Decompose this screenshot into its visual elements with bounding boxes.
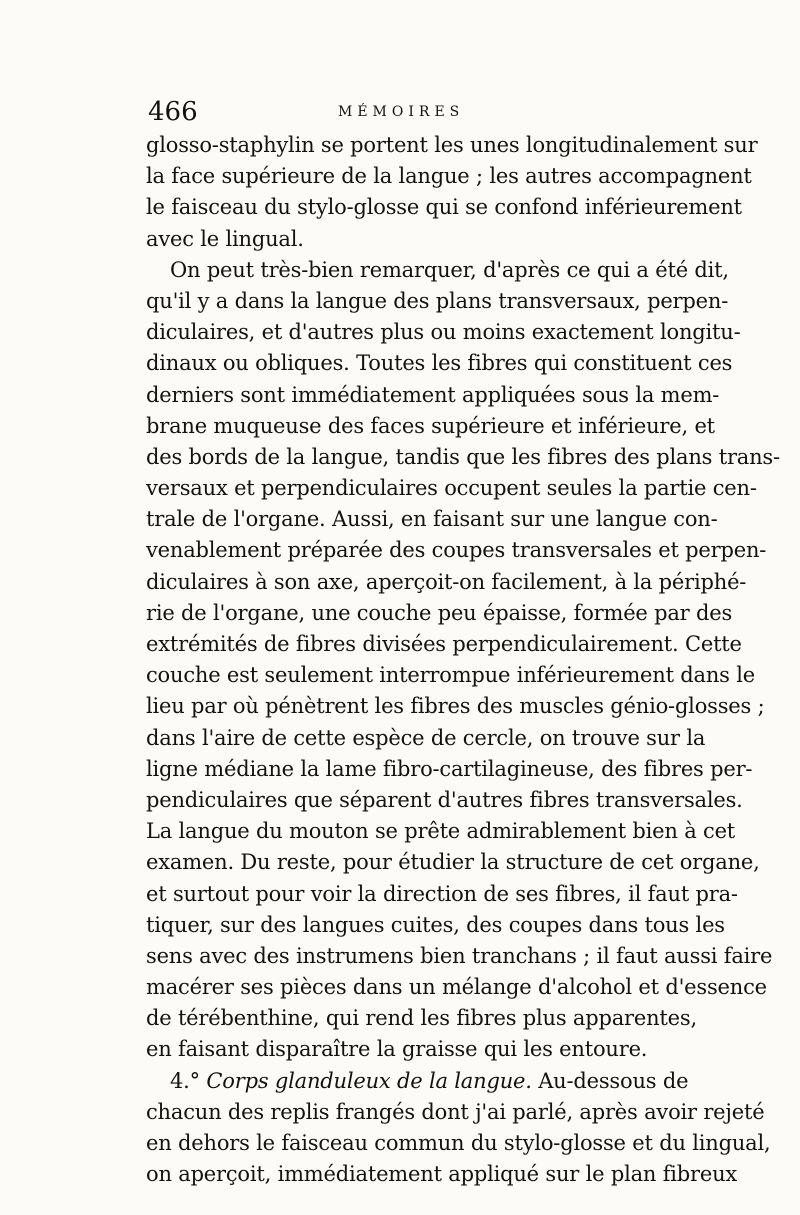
text-line: diculaires à son axe, aperçoit-on facilement, à la périphé-	[146, 569, 747, 594]
section-first-line-rest: Au-dessous de	[538, 1068, 689, 1093]
section-heading-line	[146, 1066, 689, 1097]
text-line: diculaires, et d'autres plus ou moins exactement longitu-	[146, 320, 741, 345]
text-line: on aperçoit, immédiatement appliqué sur le plan fibreux	[146, 1162, 738, 1187]
text-line: lieu par où pénètrent les fibres des muscles génio-glosses ;	[146, 694, 765, 719]
text-line: des bords de la langue, tandis que les fibres des plans trans-	[146, 444, 780, 469]
section-number: 4.°	[170, 1068, 200, 1093]
text-line: la face supérieure de la langue ; les autres accompagnent	[146, 164, 752, 189]
text-line: On peut très-bien remarquer, d'après ce qui a été dit,	[170, 257, 729, 282]
text-line: pendiculaires que séparent d'autres fibres transversales.	[146, 787, 743, 812]
text-line: et surtout pour voir la direction de ses fibres, il faut pra-	[146, 881, 738, 906]
text-line: tiquer, sur des langues cuites, des coupes dans tous les	[146, 912, 725, 937]
page-header	[148, 96, 658, 128]
text-line: le faisceau du stylo-glosse qui se confond inférieurement	[146, 195, 742, 220]
text-line: examen. Du reste, pour étudier la structure de cet organe,	[146, 850, 760, 875]
text-line: sens avec des instrumens bien tranchans ; il faut aussi faire	[146, 943, 773, 968]
text-line: ligne médiane la lame fibro-cartilagineuse, des fibres per-	[146, 756, 753, 781]
text-line: versaux et perpendiculaires occupent seules la partie cen-	[146, 476, 757, 501]
text-line: rie de l'organe, une couche peu épaisse, formée par des	[146, 600, 733, 625]
text-line: de térébenthine, qui rend les fibres plus apparentes,	[146, 1006, 697, 1031]
text-line: en dehors le faisceau commun du stylo-glosse et du lingual,	[146, 1131, 771, 1155]
body-text	[146, 130, 780, 1190]
text-line: qu'il y a dans la langue des plans transversaux, perpen-	[146, 288, 729, 313]
text-line: chacun des replis frangés dont j'ai parlé, après avoir rejeté	[146, 1099, 765, 1124]
text-line: dinaux ou obliques. Toutes les fibres qui constituent ces	[146, 351, 733, 376]
text-line: brane muqueuse des faces supérieure et inférieure, et	[146, 413, 715, 438]
running-title: MÉMOIRES	[338, 104, 465, 120]
text-line: trale de l'organe. Aussi, en faisant sur une langue con-	[146, 507, 718, 532]
text-line: dans l'aire de cette espèce de cercle, on trouve sur la	[146, 725, 706, 750]
text-line: La langue du mouton se prête admirablement bien à cet	[146, 819, 736, 844]
text-line: venablement préparée des coupes transversales et perpen-	[146, 538, 767, 563]
text-line: glosso-staphylin se portent les unes longitudinalement sur	[146, 133, 758, 157]
text-line: extrémités de fibres divisées perpendiculairement. Cette	[146, 632, 742, 656]
text-line: avec le lingual.	[146, 226, 304, 251]
text-line: couche est seulement interrompue inférieurement dans le	[146, 663, 755, 688]
text-line: macérer ses pièces dans un mélange d'alcohol et d'essence	[146, 975, 767, 1000]
text-line: derniers sont immédiatement appliquées sous la mem-	[146, 382, 720, 407]
page-number: 466	[148, 97, 198, 127]
section-title: Corps glanduleux de la langue.	[206, 1068, 532, 1093]
text-line: en faisant disparaître la graisse qui les entoure.	[146, 1037, 648, 1062]
